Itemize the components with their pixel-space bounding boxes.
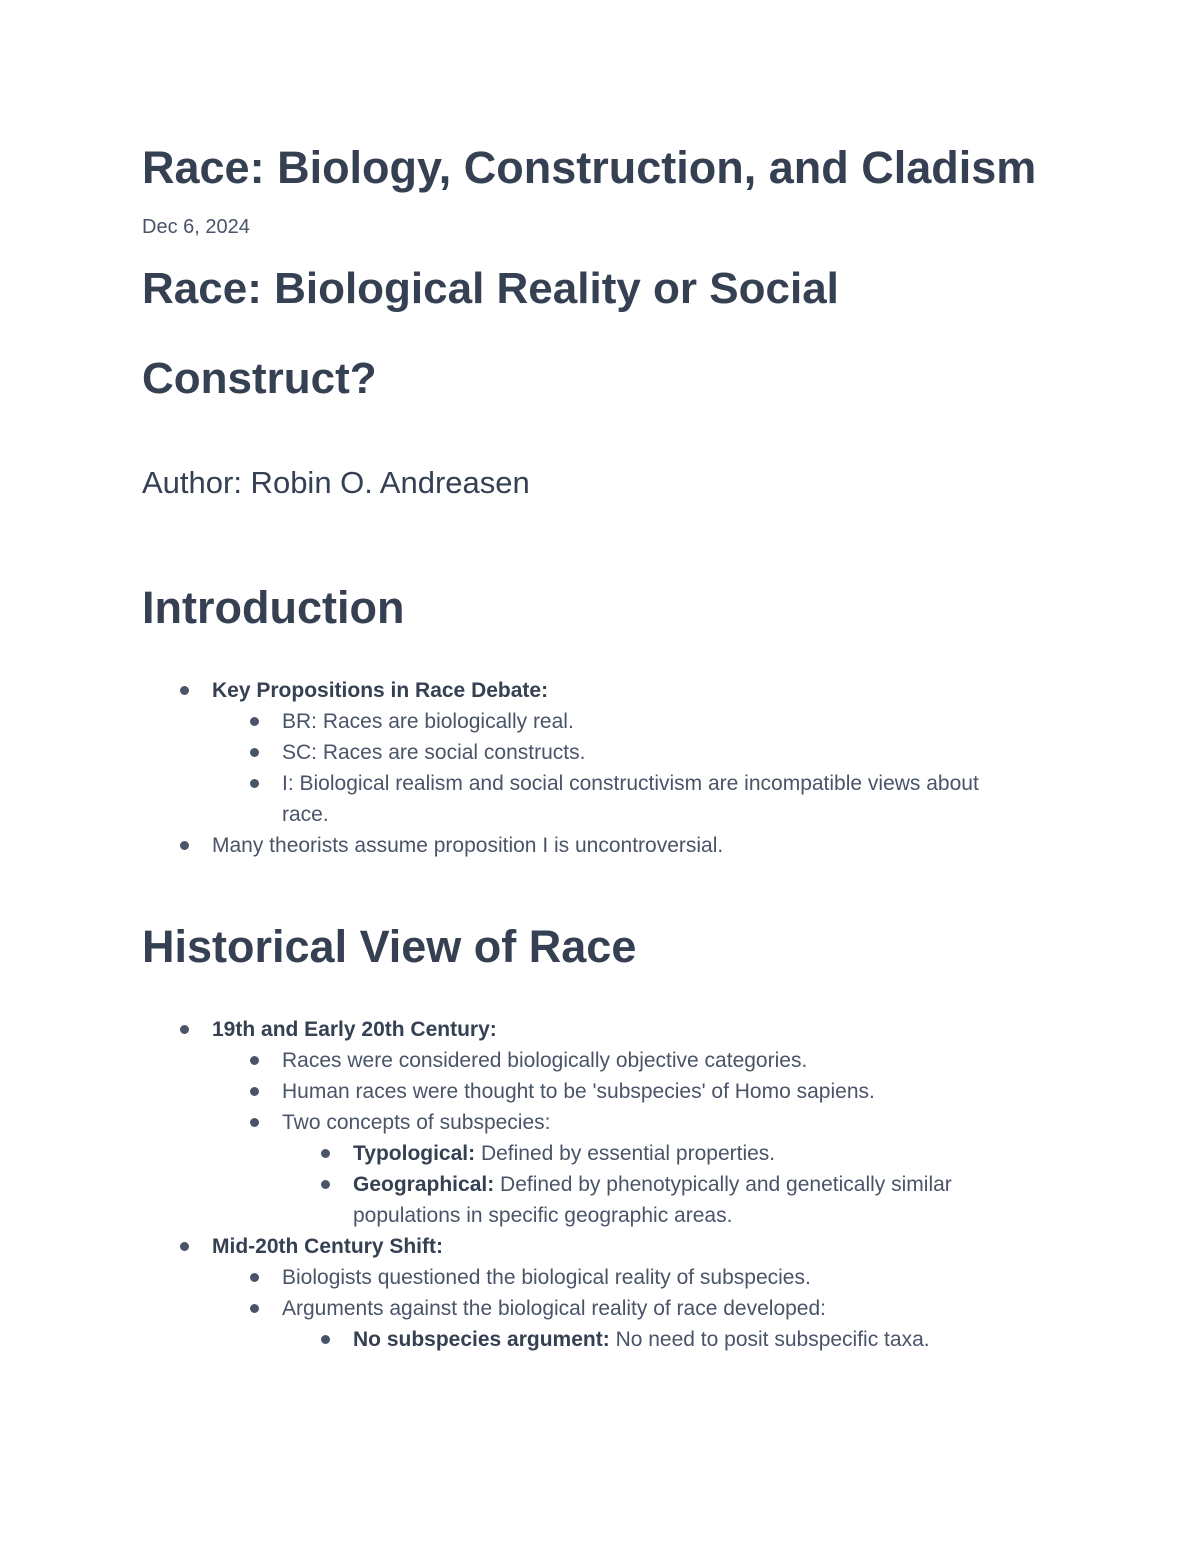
list-item bbox=[142, 1293, 1042, 1324]
list-item bbox=[142, 768, 1042, 830]
list-item bbox=[142, 1045, 1042, 1076]
list-item-text: BR: Races are biologically real. bbox=[282, 710, 574, 733]
term-label: Geographical: bbox=[353, 1173, 495, 1196]
document-title: Race: Biology, Construction, and Cladism bbox=[142, 142, 1037, 193]
bullet-icon bbox=[321, 1335, 330, 1344]
list-item bbox=[142, 737, 1042, 768]
bullet-icon bbox=[250, 1273, 259, 1282]
list-item bbox=[142, 830, 1042, 861]
document-author: Author: Robin O. Andreasen bbox=[142, 465, 530, 500]
bullet-icon bbox=[250, 1118, 259, 1127]
list-item-text bbox=[142, 1138, 1043, 1169]
introduction-list bbox=[142, 675, 1042, 861]
bullet-icon bbox=[250, 779, 259, 788]
bullet-icon bbox=[180, 686, 189, 695]
bullet-icon bbox=[180, 1025, 189, 1034]
bullet-icon bbox=[321, 1149, 330, 1158]
historical-view-list bbox=[142, 1014, 1042, 1355]
bullet-icon bbox=[180, 841, 189, 850]
document-date: Dec 6, 2024 bbox=[142, 216, 250, 238]
term-definition: Defined by phenotypically and genetically similar populations in specific geographic areas. bbox=[353, 1173, 952, 1227]
list-item bbox=[142, 675, 1042, 706]
list-item-text: Arguments against the biological reality of race developed: bbox=[282, 1297, 826, 1320]
list-item bbox=[142, 1324, 1042, 1355]
list-item-text: Human races were thought to be 'subspecies' of Homo sapiens. bbox=[282, 1080, 875, 1103]
bullet-icon bbox=[180, 1242, 189, 1251]
bullet-icon bbox=[250, 717, 259, 726]
list-item bbox=[142, 1231, 1042, 1262]
list-item bbox=[142, 1107, 1042, 1138]
list-item-label: Key Propositions in Race Debate: bbox=[212, 679, 549, 702]
term-definition: No need to posit subspecific taxa. bbox=[609, 1328, 930, 1351]
list-item bbox=[142, 706, 1042, 737]
list-item bbox=[142, 1169, 1042, 1231]
bullet-icon bbox=[321, 1180, 330, 1189]
term-definition: Defined by essential properties. bbox=[475, 1142, 776, 1165]
section-heading-introduction: Introduction bbox=[142, 582, 405, 633]
bullet-icon bbox=[250, 1056, 259, 1065]
list-item-text bbox=[142, 1169, 1043, 1231]
document-subtitle: Race: Biological Reality or Social Construct? bbox=[142, 264, 839, 403]
term-label: Typological: bbox=[353, 1142, 476, 1165]
list-item bbox=[142, 1076, 1042, 1107]
list-item bbox=[142, 1014, 1042, 1045]
list-item bbox=[142, 1138, 1042, 1169]
list-item bbox=[142, 1262, 1042, 1293]
list-item-text: Two concepts of subspecies: bbox=[282, 1111, 551, 1134]
bullet-icon bbox=[250, 1304, 259, 1313]
list-item-text: Races were considered biologically objective categories. bbox=[282, 1049, 808, 1072]
list-item-text: Many theorists assume proposition I is uncontroversial. bbox=[212, 834, 724, 857]
list-item-text: Biologists questioned the biological reality of subspecies. bbox=[282, 1266, 811, 1289]
term-label: No subspecies argument: bbox=[353, 1328, 610, 1351]
list-item-text: SC: Races are social constructs. bbox=[282, 741, 586, 764]
section-heading-historical-view: Historical View of Race bbox=[142, 921, 637, 972]
list-item-label: Mid-20th Century Shift: bbox=[212, 1235, 443, 1258]
list-item-label: 19th and Early 20th Century: bbox=[212, 1018, 497, 1041]
list-item-text: I: Biological realism and social constructivism are incompatible views about race. bbox=[282, 772, 979, 826]
bullet-icon bbox=[250, 748, 259, 757]
bullet-icon bbox=[250, 1087, 259, 1096]
list-item-text bbox=[142, 1324, 1043, 1355]
